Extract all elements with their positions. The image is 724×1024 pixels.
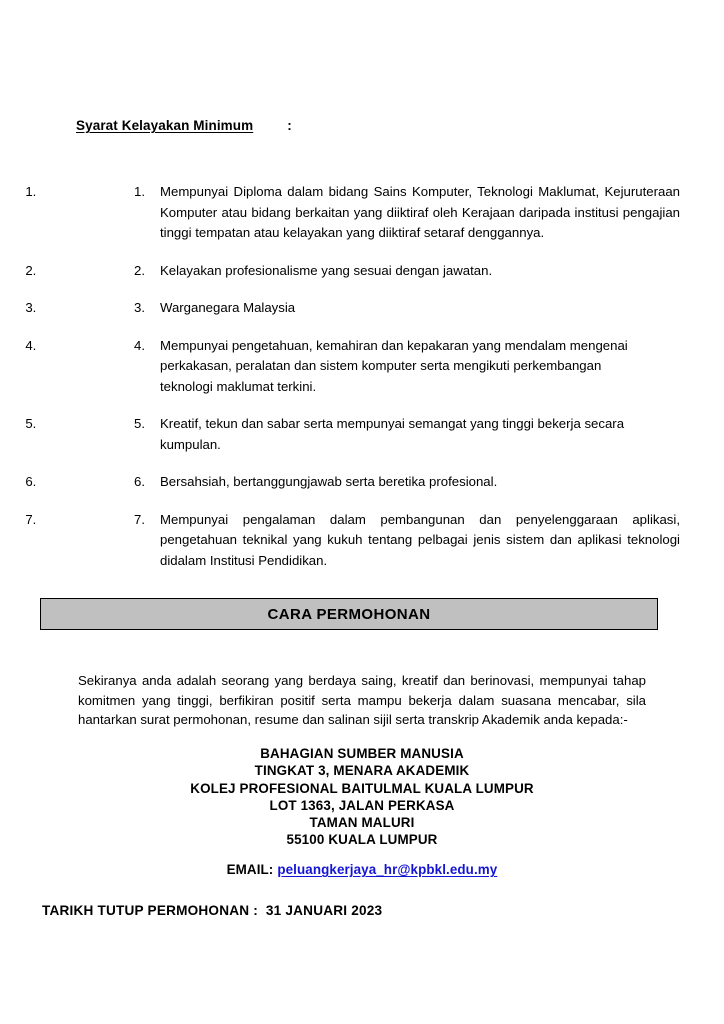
- list-item-text: Kelayakan profesionalisme yang sesuai dengan jawatan.: [160, 262, 493, 278]
- list-item-text: Mempunyai pengetahuan, kemahiran dan kepakaran yang mendalam mengenai perkakasan, peralatan dan sistem komputer serta mengikuti perkembangan teknologi maklumat terkini.: [160, 337, 628, 394]
- list-item: [40, 510, 724, 572]
- requirements-list: [0, 182, 724, 585]
- banner-title: CARA PERMOHONAN: [267, 605, 431, 623]
- list-item-number: 2. 2.: [134, 262, 145, 278]
- list-item-text: Warganegara Malaysia: [160, 300, 296, 315]
- list-item: [40, 182, 724, 244]
- list-item-number: 4. 4.: [134, 337, 145, 353]
- address-line: 55100 KUALA LUMPUR: [286, 832, 438, 848]
- list-item: [40, 336, 724, 398]
- requirements-heading-label: Syarat Kelayakan Minimum: [76, 118, 254, 133]
- list-item-number: 6. 6.: [134, 474, 145, 489]
- list-item-number: 7. 7.: [134, 511, 145, 527]
- list-item: [40, 298, 724, 319]
- cara-permohonan-banner: [40, 598, 658, 630]
- requirements-heading-colon: :: [287, 118, 292, 133]
- mailing-address-block: [0, 745, 724, 849]
- list-item-text: Bersahsiah, bertanggungjawab serta beretika profesional.: [160, 474, 498, 489]
- list-item-text: Mempunyai pengalaman dalam pembangunan dan penyelenggaraan aplikasi, pengetahuan teknikal yang kukuh tentang pelbagai jenis sistem dan aplikasi teknologi didalam Institusi Pendidikan.: [160, 511, 680, 568]
- address-line: TINGKAT 3, MENARA AKADEMIK: [254, 763, 470, 779]
- requirements-heading: [76, 118, 292, 133]
- email-link[interactable]: peluangkerjaya_hr@kpbkl.edu.my: [277, 862, 498, 877]
- application-intro-paragraph: Sekiranya anda adalah seorang yang berdaya saing, kreatif dan berinovasi, mempunyai tahap komitmen yang tinggi, berfikiran positif serta mampu bekerja dalam suasana mencabar, sila hantarkan surat permohonan, resume dan salinan sijil serta transkrip Akademik anda kepada:-: [78, 673, 646, 728]
- address-line: BAHAGIAN SUMBER MANUSIA: [260, 746, 464, 761]
- list-item-text: Mempunyai Diploma dalam bidang Sains Komputer, Teknologi Maklumat, Kejuruteraan Komputer atau bidang berkaitan yang diiktiraf oleh Kerajaan daripada institusi pengajian tinggi tempatan atau kelayakan yang diiktiraf setaraf denggannya.: [160, 184, 680, 240]
- list-item: [40, 261, 724, 282]
- email-label: EMAIL:: [226, 862, 274, 877]
- address-line: TAMAN MALURI: [309, 815, 415, 831]
- list-item-number: 3. 3.: [134, 300, 145, 315]
- closing-date: TARIKH TUTUP PERMOHONAN : 31 JANUARI 2023: [42, 903, 383, 918]
- list-item: [40, 472, 724, 493]
- email-line: [0, 862, 724, 877]
- list-item-number: 1. 1.: [134, 184, 145, 199]
- address-line: KOLEJ PROFESIONAL BAITULMAL KUALA LUMPUR: [190, 780, 534, 796]
- list-item: [40, 414, 724, 455]
- list-item-text: Kreatif, tekun dan sabar serta mempunyai semangat yang tinggi bekerja secara kumpulan.: [160, 416, 625, 452]
- list-item-number: 5. 5.: [134, 416, 145, 431]
- address-line: LOT 1363, JALAN PERKASA: [269, 797, 455, 813]
